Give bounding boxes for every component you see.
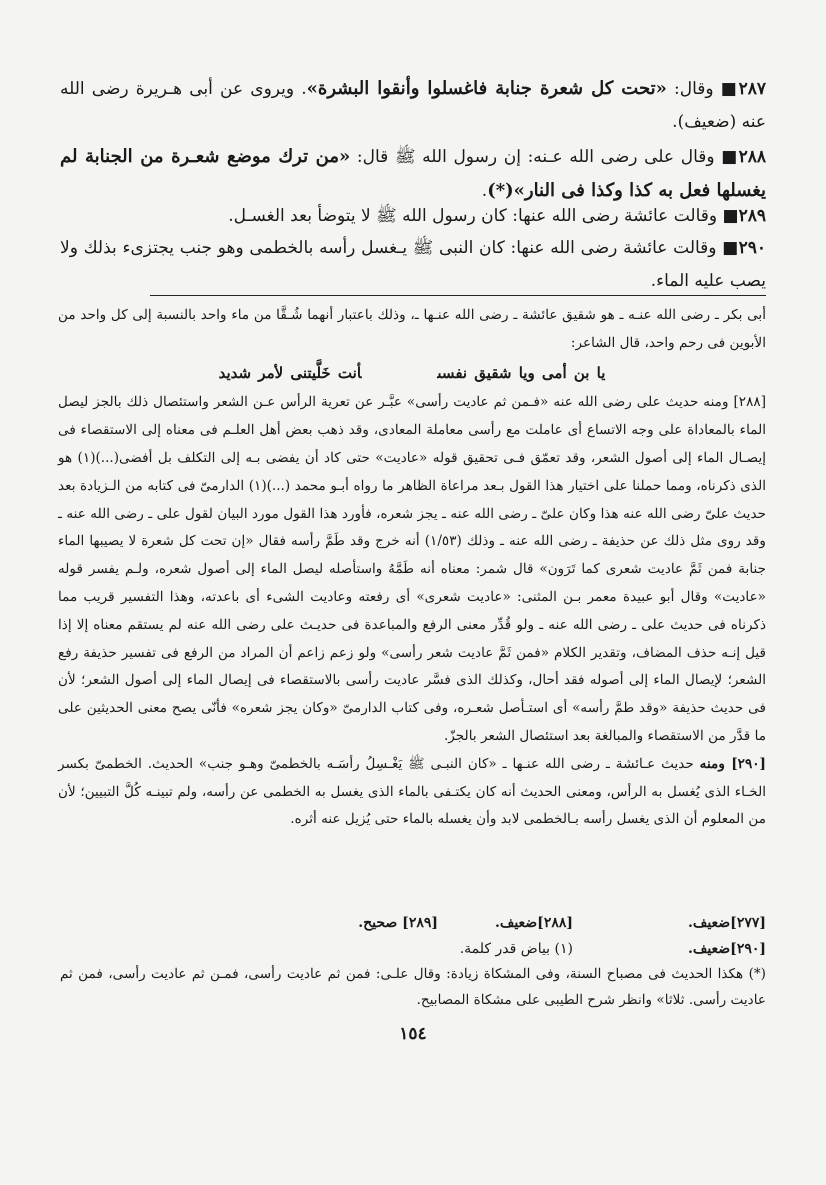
grade-277: [٢٧٧]ضعيف.	[687, 915, 766, 931]
grade-row	[60, 910, 766, 936]
commentary	[58, 302, 766, 834]
grade-row	[60, 936, 766, 962]
bullet: ■	[713, 79, 739, 99]
hadith-tail: . ويروى عن أبى هـريرة رضى الله عنه (ضعيف).	[60, 79, 766, 132]
section-divider	[150, 295, 766, 296]
poetry-verse	[58, 360, 766, 388]
verse-second-half: أنت خَلَّيتنى لأمر شديد	[218, 363, 362, 382]
commentary-288: [٢٨٨] ومنه حديث على رضى الله عنه «فـمن ثم عاديت رأسى» عبَّـر عن تعرية الرأس عـن الشعر واستئصال ذلك بالجز ليصل الماء بالمعاداة على وجه الاتساع أى عاملت مع رأسى معاملة المعادى، وقد ذهب بعض أهل العلـم فى معناه إلى الاستقصاء فى إيصـال الماء إلى أصول الشعر، وقد تعمّق فـى تحقيق قوله «عاديت» حتى كاد أن يفضى بـه إلى التكلف بل أفضى(...)(١) هو الذى ذكرناه، ومما حملنا على اختيار هذا القول بـعد مراعاة الظاهر ما رواه أبـو محمد (...)(١) الدارمىّ فى كتابه من الـزيادة بعد حديث علىّ رضى الله عنه هذا وكان علىّ ـ رضى الله عنه ـ يجز شعره، فأورد هذا القول مورد البيان لقول على ـ رضى الله عنه ـ وقد روى مثل ذلك عن حذيفة ـ رضى الله عنه ـ وذلك (١/٥٣) أنه خرج وقد طَمَّ رأسه فقال «إن تحت كل شعرة لا يصيبها الماء جنابة فمن ثَمَّ عاديت شعرى كما تَرَون» قال شمر: معناه أنه طَمَّهُ واستأصله ليصل الماء إلى أصول شعره، ولـم يفسر قوله «عاديت» وقال أبو عبيدة معمر بـن المثنى: «عاديت شعرى» أى رفعته وعاديت الشىء أى باعدته، وهذا التفسير قريب مما ذكرناه فى حديث على ـ رضى الله عنه ـ ولو قُدِّر معنى الرفع والمباعدة فى حديـث على رضى الله عنه لم يستقم معناه إلا إذا قيل إنـه حذف المضاف، وتقدير الكلام «فمن ثَمَّ عاديت شعر رأسى» ولو زعم زاعم أن المراد من الرفع فى تفسير حذيفة رفع الشعر؛ لإيصال الماء إلى أصوله فقد أحال، وكذلك الذى فسَّر عاديت رأسى بالاستقصاء فى إيصال الماء إلى أصول الشعر؛ لأن فى حديث حذيفة «وقد طمَّ رأسه» أى استـأصل شعـره، وفى كتاب الدارمىّ «وكان يجز شعره» فأنّى يصح معنى الحديثين على ما قدَّر من الاستقصاء والمبالغة بعد استئصال الشعر بالجزّ.	[58, 394, 766, 744]
commentary-290-head: [٢٩٠] ومنه	[699, 755, 766, 772]
commentary-290	[58, 751, 766, 834]
grade-289: [٢٨٩] صحيح.	[358, 915, 438, 931]
hadith-287	[60, 72, 766, 139]
hadith-number: ٢٨٧	[738, 79, 766, 99]
hadith-288	[60, 140, 766, 208]
grade-288: [٢٨٨]ضعيف.	[494, 915, 573, 931]
hadith-tail: .	[481, 181, 488, 201]
bullet: ■	[716, 238, 739, 258]
grade-290: [٢٩٠]ضعيف.	[687, 941, 766, 957]
hadith-quote: «من ترك موضع شعـرة من الجنابة لم يغسلها فعل به كذا وكذا فى النار»(*)	[60, 146, 766, 201]
hadith-290	[60, 232, 766, 298]
hadith-289	[60, 200, 766, 233]
hadith-quote: «تحت كل شعرة جنابة فاغسلوا وأنقوا البشرة»	[306, 78, 667, 99]
footnote-1: (١) بياض قدر كلمة.	[459, 941, 573, 957]
asterisk-footnote-text: (*) هكذا الحديث فى مصباح السنة، وفى المشكاة زيادة: وقال علـى: فمن ثم عاديت رأسى، فمـن ثم عاديت رأسى، فمن ثم عاديت رأسى. ثلاثا» وانظر شرح الطيبى على مشكاة المصابيح.	[60, 966, 766, 1008]
bullet: ■	[714, 147, 739, 167]
hadith-number: ٢٩٠	[738, 238, 766, 258]
commentary-intro: أبى بكر ـ رضى الله عنـه ـ هو شقيق عائشة ـ رضى الله عنـها ـ، وذلك باعتبار أنهما شُـقَّا من ماء واحد بالنسبة إلى كل واحد من الأبوين فى رحم واحد، قال الشاعر:	[58, 307, 766, 351]
hadith-number: ٢٨٨	[738, 147, 767, 167]
hadith-number: ٢٨٩	[738, 206, 766, 226]
verse-first-half: يا بن أمى ويا شقيق نفسى	[437, 363, 606, 382]
commentary-290-body: حديث عـائشة ـ رضى الله عنـها ـ «كان النبـى ﷺ يَغْـسِلُ رأسَـه بالخطمىّ وهـو جنب» الحديث. الخطمىّ بكسر الخـاء الذى يُغسل به الرأس، ومعنى الحديث أنه كان يكتـفى بالماء الذى يغسل به الخطمى عن رأسه، ولم تبينـه كُلَّ التبيين؛ لأن من المعلوم أن الذى يغسل رأسه بـالخطمى لابد وأن يغسله بالماء حتى يُزيل عنه أثره.	[58, 755, 766, 828]
hadith-lead: وقال على رضى الله عـنه: إن رسول الله ﷺ قال:	[350, 147, 715, 167]
bullet: ■	[717, 206, 739, 226]
hadith-text: وقالت عائشة رضى الله عنها: كان النبى ﷺ يـغسل رأسه بالخطمى وهو جنب يجتزىء بذلك ولا يصب عليه الماء.	[60, 238, 766, 291]
asterisk-footnote	[60, 961, 766, 1013]
hadith-text: وقالت عائشة رضى الله عنها: كان رسول الله ﷺ لا يتوضأ بعد الغسـل.	[228, 206, 718, 226]
page-number: ١٥٤	[399, 1024, 427, 1044]
grading-block	[60, 910, 766, 962]
hadith-lead: وقال:	[666, 79, 714, 99]
